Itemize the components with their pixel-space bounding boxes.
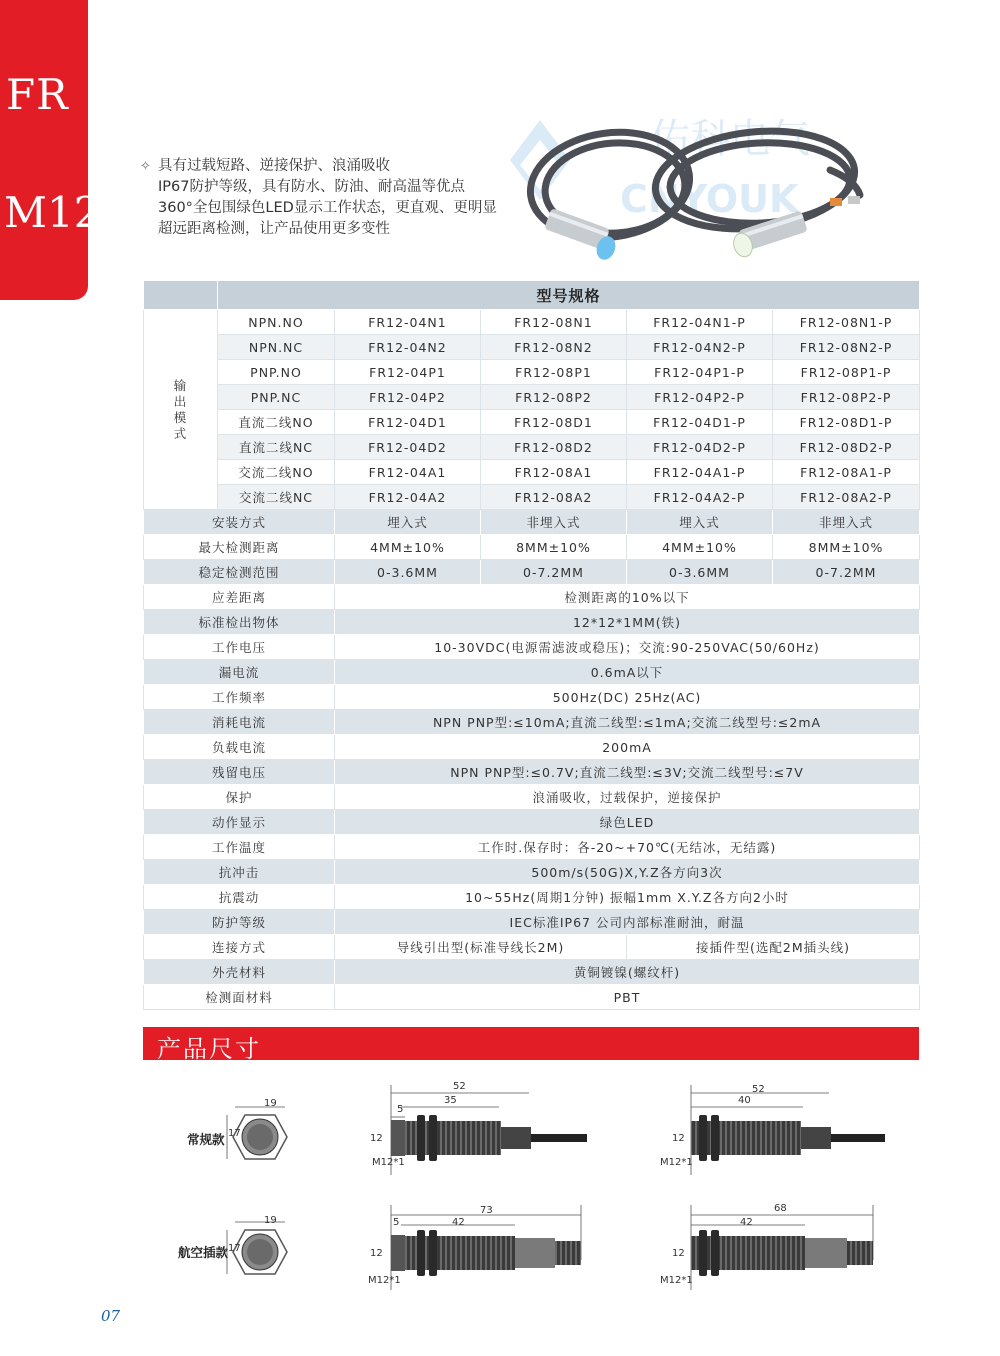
spec-label: 工作温度	[144, 835, 335, 860]
output-mode-group: 输 出 模 式	[144, 310, 218, 510]
mode-label: 直流二线NO	[218, 410, 335, 435]
spec-label: 最大检测距离	[144, 535, 335, 560]
feature-item	[140, 156, 540, 177]
spec-value: 浪涌吸收，过载保护，逆接保护	[335, 785, 920, 810]
spec-value: 10~55Hz(周期1分钟) 振幅1mm X.Y.Z各方向2小时	[335, 885, 920, 910]
feature-text: IP67防护等级，具有防水、防油、耐高温等优点	[158, 179, 465, 195]
mode-label: 交流二线NO	[218, 460, 335, 485]
model-cell: FR12-08D2-P	[773, 435, 920, 460]
sparkle-icon: ✧	[140, 159, 151, 174]
dim-face-length: 5	[397, 1104, 404, 1115]
sensor-drawing-1	[391, 1085, 587, 1175]
spec-value: 500m/s(50G)X,Y.Z各方向3次	[335, 860, 920, 885]
page-number: 07	[101, 1307, 121, 1325]
spec-value: 12*12*1MM(铁)	[335, 610, 920, 635]
spec-value: NPN PNP型:≤10mA;直流二线型:≤1mA;交流二线型号:≤2mA	[335, 710, 920, 735]
spec-label: 应差距离	[144, 585, 335, 610]
dim-total-length: 68	[774, 1203, 787, 1214]
model-cell: FR12-08D2	[481, 435, 627, 460]
dim-total-length: 52	[453, 1081, 466, 1092]
feature-item	[140, 198, 540, 219]
spec-value: 500Hz(DC) 25Hz(AC)	[335, 685, 920, 710]
spec-value: 0-3.6MM	[335, 560, 481, 585]
watermark-en: CNYOUK	[620, 177, 799, 221]
spec-value: 埋入式	[627, 510, 773, 535]
spec-label: 消耗电流	[144, 710, 335, 735]
model-cell: FR12-08N1	[481, 310, 627, 335]
spec-value: 埋入式	[335, 510, 481, 535]
spec-label: 漏电流	[144, 660, 335, 685]
sensor-drawing-4	[691, 1205, 873, 1290]
spec-label: 检测面材料	[144, 985, 335, 1010]
spec-value: 非埋入式	[773, 510, 920, 535]
dim-face-length: 5	[393, 1217, 400, 1228]
dim-total-length: 52	[752, 1084, 765, 1095]
dim-thread: M12*1	[660, 1275, 693, 1286]
section-title: 产品尺寸	[157, 1035, 261, 1063]
dim-diameter: 12	[370, 1133, 383, 1144]
model-cell: FR12-04N1	[335, 310, 481, 335]
dim-hex-width: 19	[264, 1215, 277, 1226]
spec-value: 10-30VDC(电源需滤波或稳压)；交流:90-250VAC(50/60Hz)	[335, 635, 920, 660]
spec-value: 0-7.2MM	[773, 560, 920, 585]
model-cell: FR12-04N2	[335, 335, 481, 360]
row-label-aviation: 航空插款	[178, 1245, 229, 1260]
spec-label: 标准检出物体	[144, 610, 335, 635]
spec-value: 8MM±10%	[773, 535, 920, 560]
mode-label: NPN.NO	[218, 310, 335, 335]
dim-body-length: 35	[444, 1095, 457, 1106]
feature-item	[140, 177, 540, 198]
spec-label: 工作电压	[144, 635, 335, 660]
spec-label: 保护	[144, 785, 335, 810]
model-cell: FR12-04D1-P	[627, 410, 773, 435]
model-cell: FR12-04P1-P	[627, 360, 773, 385]
spec-value: PBT	[335, 985, 920, 1010]
spec-label: 残留电压	[144, 760, 335, 785]
side-tab-size: M12	[4, 188, 101, 237]
model-cell: FR12-04A1-P	[627, 460, 773, 485]
model-cell: FR12-08N2-P	[773, 335, 920, 360]
spec-value: 4MM±10%	[627, 535, 773, 560]
model-cell: FR12-08A1-P	[773, 460, 920, 485]
spec-value: 0-3.6MM	[627, 560, 773, 585]
model-cell: FR12-08N1-P	[773, 310, 920, 335]
dim-hex-height: 17	[228, 1128, 241, 1139]
spec-value: 导线引出型(标准导线长2M)	[335, 935, 627, 960]
section-header	[143, 1027, 919, 1063]
dim-diameter: 12	[672, 1248, 685, 1259]
mode-label: PNP.NC	[218, 385, 335, 410]
mode-label: 直流二线NC	[218, 435, 335, 460]
spec-label: 抗冲击	[144, 860, 335, 885]
feature-item	[140, 219, 540, 240]
spec-label: 稳定检测范围	[144, 560, 335, 585]
watermark-cn: 佑科电气	[650, 116, 810, 162]
dim-diameter: 12	[370, 1248, 383, 1259]
dim-hex-width: 19	[264, 1098, 277, 1109]
spec-value: IEC标准IP67 公司内部标准耐油，耐温	[335, 910, 920, 935]
feature-text: 具有过载短路、逆接保护、浪涌吸收	[158, 158, 390, 174]
feature-text: 360°全包围绿色LED显示工作状态，更直观、更明显	[158, 200, 497, 216]
model-cell: FR12-04D2-P	[627, 435, 773, 460]
model-cell: FR12-08D1	[481, 410, 627, 435]
model-cell: FR12-04P1	[335, 360, 481, 385]
model-cell: FR12-08A2-P	[773, 485, 920, 510]
feature-text: 超远距离检测，让产品使用更多变性	[158, 221, 390, 237]
spec-title: 型号规格	[218, 281, 920, 310]
model-cell: FR12-08P2-P	[773, 385, 920, 410]
feature-list	[140, 156, 540, 240]
spec-value: 非埋入式	[481, 510, 627, 535]
spec-label: 外壳材料	[144, 960, 335, 985]
spec-label: 工作频率	[144, 685, 335, 710]
spec-label: 连接方式	[144, 935, 335, 960]
model-cell: FR12-08P2	[481, 385, 627, 410]
side-tab-series: FR	[6, 70, 69, 119]
row-label-standard: 常规款	[187, 1132, 225, 1147]
model-cell: FR12-04P2-P	[627, 385, 773, 410]
spec-value: 检测距离的10%以下	[335, 585, 920, 610]
dimension-drawings	[225, 1075, 925, 1295]
spec-label: 负载电流	[144, 735, 335, 760]
dim-thread: M12*1	[372, 1157, 405, 1168]
dim-body-length: 42	[452, 1217, 465, 1228]
model-cell: FR12-04D1	[335, 410, 481, 435]
mode-label: 交流二线NC	[218, 485, 335, 510]
sensor-drawing-3	[391, 1205, 581, 1290]
model-cell: FR12-04A2-P	[627, 485, 773, 510]
spec-value: NPN PNP型:≤0.7V;直流二线型:≤3V;交流二线型号:≤7V	[335, 760, 920, 785]
spec-value: 绿色LED	[335, 810, 920, 835]
dim-body-length: 42	[740, 1217, 753, 1228]
model-cell: FR12-04N2-P	[627, 335, 773, 360]
spec-table	[143, 280, 920, 1010]
model-cell: FR12-04D2	[335, 435, 481, 460]
spec-label: 动作显示	[144, 810, 335, 835]
dim-total-length: 73	[480, 1205, 493, 1216]
dim-diameter: 12	[672, 1133, 685, 1144]
model-cell: FR12-04N1-P	[627, 310, 773, 335]
model-cell: FR12-04A2	[335, 485, 481, 510]
spec-label: 抗震动	[144, 885, 335, 910]
dim-thread: M12*1	[660, 1157, 693, 1168]
spec-value: 黄铜镀镍(螺纹杆)	[335, 960, 920, 985]
model-cell: FR12-08N2	[481, 335, 627, 360]
spec-label: 安装方式	[144, 510, 335, 535]
dim-thread: M12*1	[368, 1275, 401, 1286]
spec-value: 8MM±10%	[481, 535, 627, 560]
model-cell: FR12-08A1	[481, 460, 627, 485]
model-cell: FR12-04P2	[335, 385, 481, 410]
spec-value: 0.6mA以下	[335, 660, 920, 685]
dim-hex-height: 17	[228, 1243, 241, 1254]
model-cell: FR12-08A2	[481, 485, 627, 510]
mode-label: NPN.NC	[218, 335, 335, 360]
product-image	[500, 100, 900, 275]
model-cell: FR12-08P1	[481, 360, 627, 385]
dim-body-length: 40	[738, 1095, 751, 1106]
spec-value: 4MM±10%	[335, 535, 481, 560]
spec-value: 0-7.2MM	[481, 560, 627, 585]
spec-label: 防护等级	[144, 910, 335, 935]
model-cell: FR12-04A1	[335, 460, 481, 485]
model-cell: FR12-08D1-P	[773, 410, 920, 435]
spec-value: 200mA	[335, 735, 920, 760]
spec-value: 接插件型(选配2M插头线)	[627, 935, 920, 960]
mode-label: PNP.NO	[218, 360, 335, 385]
model-cell: FR12-08P1-P	[773, 360, 920, 385]
spec-value: 工作时.保存时：各-20~+70℃(无结冰，无结露)	[335, 835, 920, 860]
sensor-drawing-2	[691, 1085, 885, 1175]
side-tab	[0, 0, 101, 300]
